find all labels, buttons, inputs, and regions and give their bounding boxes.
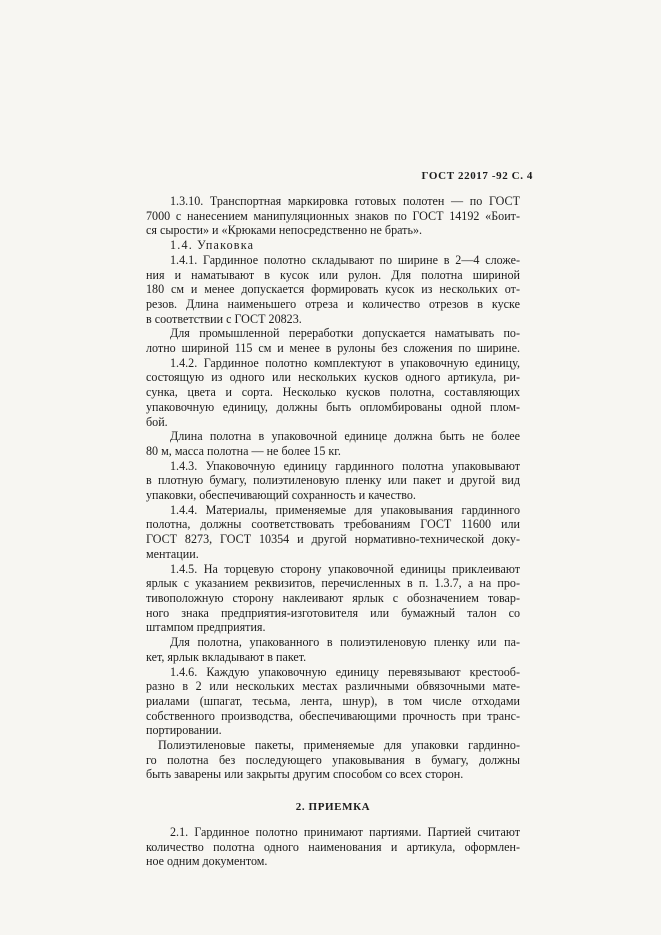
subsection-title: 1.4. Упаковка bbox=[170, 238, 255, 253]
text-line: упаковочную единицу, должны быть опломбированы одной плом- bbox=[146, 399, 520, 414]
text-line: 80 м, масса полотна — не более 15 кг. bbox=[146, 443, 341, 458]
text-line: 1.4.6. Каждую упаковочную единицу перевязывают крестооб- bbox=[170, 664, 520, 679]
text-line: ного знака предприятия-изготовителя или бумажный талон со bbox=[146, 605, 520, 620]
text-line: риалами (шпагат, тесьма, лента, шнур), в том числе отходами bbox=[146, 693, 520, 708]
text-line: Для промышленной переработки допускается наматывать по- bbox=[170, 326, 520, 341]
text-line: быть заварены или закрыты другим способом со всех сторон. bbox=[146, 767, 464, 782]
text-line: Для полотна, упакованного в полиэтиленовую пленку или па- bbox=[170, 635, 520, 650]
text-line: собственного производства, обеспечивающими прочность при транс- bbox=[146, 708, 520, 723]
text-line: Длина полотна в упаковочной единице должна быть не более bbox=[170, 429, 520, 444]
text-line: бой. bbox=[146, 414, 168, 429]
text-line: 1.4.3. Упаковочную единицу гардинного полотна упаковывают bbox=[170, 458, 520, 473]
text-line: разно в 2 или нескольких местах различными обвязочными мате- bbox=[146, 679, 520, 694]
text-line: 1.4.4. Материалы, применяемые для упаковывания гардинного bbox=[170, 502, 520, 517]
text-line: полотна, должны соответствовать требованиям ГОСТ 11600 или bbox=[146, 517, 520, 532]
text-line: лотно шириной 115 см и менее в рулоны без сложения по ширине. bbox=[146, 341, 520, 356]
text-line: Полиэтиленовые пакеты, применяемые для упаковки гардинно- bbox=[158, 738, 520, 753]
text-line: кет, ярлык вкладывают в пакет. bbox=[146, 649, 307, 664]
text-line: 2.1. Гардинное полотно принимают партиями. Партией считают bbox=[170, 824, 520, 839]
text-line: портировании. bbox=[146, 723, 222, 738]
text-line: тивоположную сторону наклеивают ярлык с обозначением товар- bbox=[146, 590, 520, 605]
text-line: штампом предприятия. bbox=[146, 620, 266, 635]
text-line: количество полотна одного наименования и артикула, оформлен- bbox=[146, 839, 520, 854]
section-title: 2. ПРИЕМКА bbox=[295, 801, 371, 814]
page-header-doc-ref: ГОСТ 22017 -92 С. 4 bbox=[421, 170, 533, 182]
text-line: 180 см и менее допускается формировать кусок из нескольких от- bbox=[146, 282, 520, 297]
text-line: ГОСТ 8273, ГОСТ 10354 и другой нормативно-технической доку- bbox=[146, 532, 520, 547]
text-line: 1.4.2. Гардинное полотно комплектуют в упаковочную единицу, bbox=[170, 355, 520, 370]
text-line: ся сырости» и «Крюками непосредственно не брать». bbox=[146, 223, 423, 238]
text-line: ное одним документом. bbox=[146, 854, 268, 869]
text-line: 7000 с нанесением манипуляционных знаков по ГОСТ 14192 «Боит- bbox=[146, 208, 520, 223]
text-line: в плотную бумагу, полиэтиленовую пленку или пакет и другой вид bbox=[146, 473, 520, 488]
document-body bbox=[146, 194, 520, 869]
text-line: в соответствии с ГОСТ 20823. bbox=[146, 311, 302, 326]
text-line: 1.4.5. На торцевую сторону упаковочной единицы приклеивают bbox=[170, 561, 520, 576]
text-line: ния и наматывают в кусок или рулон. Для полотна шириной bbox=[146, 267, 520, 282]
text-line: 1.3.10. Транспортная маркировка готовых полотен — по ГОСТ bbox=[170, 194, 520, 208]
text-line: упаковки, обеспечивающий сохранность и качество. bbox=[146, 488, 416, 503]
text-line: ярлык с указанием реквизитов, перечисленных в п. 1.3.7, а на про- bbox=[146, 576, 520, 591]
text-line: 1.4.1. Гардинное полотно складывают по ширине в 2—4 сложе- bbox=[170, 252, 520, 267]
text-line: сунка, цвета и сорта. Несколько кусков полотна, составляющих bbox=[146, 385, 520, 400]
text-line: состоящую из одного или нескольких кусков одного артикула, ри- bbox=[146, 370, 520, 385]
text-line: резов. Длина наименьшего отреза и количество отрезов в куске bbox=[146, 296, 520, 311]
text-line: ментации. bbox=[146, 546, 199, 561]
text-line: го полотна без последующего упаковывания в бумагу, должны bbox=[146, 752, 520, 767]
